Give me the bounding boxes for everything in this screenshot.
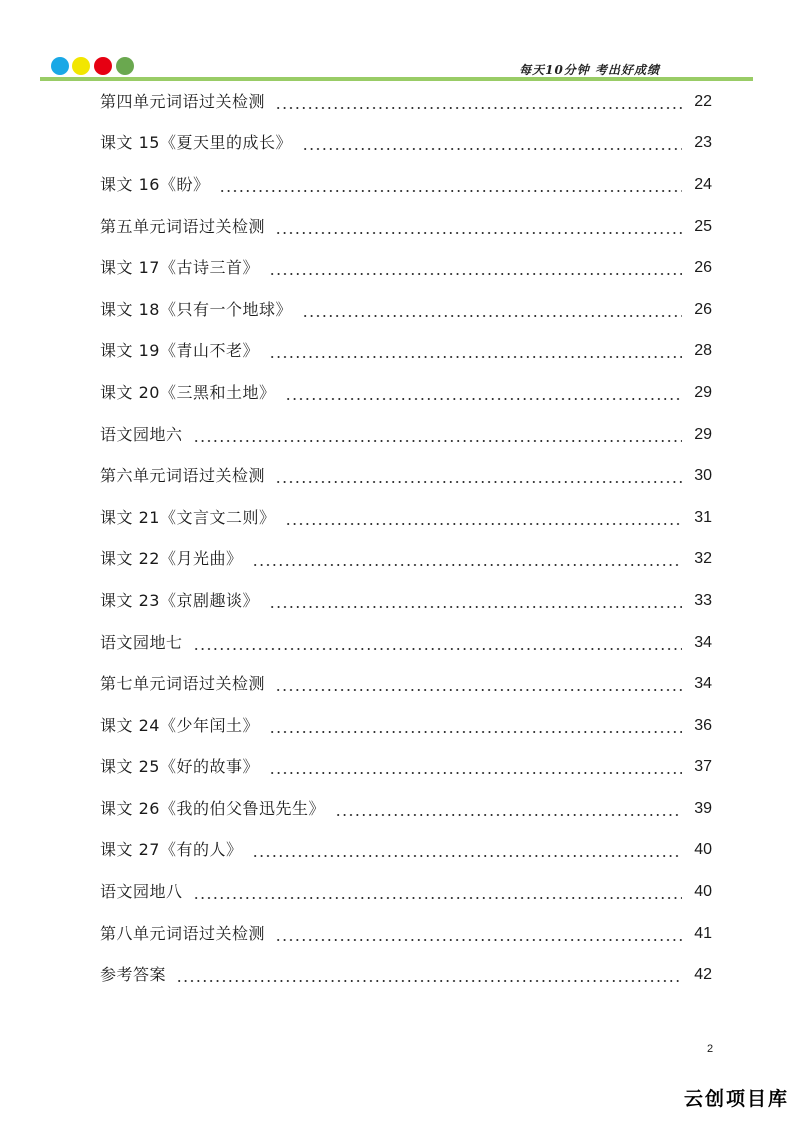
toc-entry[interactable]	[100, 954, 712, 996]
toc-dot-leader	[285, 523, 682, 525]
toc-entry-title: 第八单元词语过关检测	[100, 923, 266, 943]
toc-entry-page: 34	[694, 675, 712, 693]
toc-entry[interactable]	[100, 164, 712, 206]
toc-dot-leader	[269, 606, 682, 608]
toc-entry-title: 语文园地八	[100, 882, 183, 902]
toc-entry-page: 29	[694, 425, 712, 443]
toc-dot-leader	[193, 648, 682, 650]
toc-dot-leader	[193, 440, 682, 442]
toc-entry-page: 31	[694, 508, 712, 526]
toc-dot-leader	[193, 897, 682, 899]
blue-dot-icon	[51, 57, 69, 75]
toc-dot-leader	[275, 481, 682, 483]
toc-entry[interactable]	[100, 206, 712, 248]
toc-entry-title: 课文 25《好的故事》	[100, 757, 259, 777]
toc-entry-page: 36	[694, 716, 712, 734]
toc-entry-page: 28	[694, 342, 712, 360]
toc-dot-leader	[275, 689, 682, 691]
header-slogan: 每天10分钟 考出好成绩	[519, 63, 660, 77]
toc-entry-page: 32	[694, 550, 712, 568]
yellow-dot-icon	[72, 57, 90, 75]
toc-entry[interactable]	[100, 289, 712, 331]
toc-dot-leader	[302, 315, 682, 317]
toc-entry[interactable]	[100, 247, 712, 289]
toc-entry-page: 34	[694, 633, 712, 651]
toc-dot-leader	[269, 273, 682, 275]
toc-dot-leader	[335, 814, 682, 816]
toc-entry-page: 42	[694, 966, 712, 984]
toc-entry-title: 第六单元词语过关检测	[100, 466, 266, 486]
toc-entry-title: 参考答案	[100, 965, 167, 985]
toc-entry-title: 课文 23《京剧趣谈》	[100, 590, 259, 610]
toc-entry-title: 课文 26《我的伯父鲁迅先生》	[100, 798, 325, 818]
toc-entry-page: 25	[694, 217, 712, 235]
toc-entry-title: 第四单元词语过关检测	[100, 91, 266, 111]
page-number: 2	[706, 1043, 714, 1055]
toc-dot-leader	[176, 980, 682, 982]
toc-entry[interactable]	[100, 81, 712, 123]
toc-entry-title: 第七单元词语过关检测	[100, 674, 266, 694]
toc-entry-title: 课文 22《月光曲》	[100, 549, 243, 569]
watermark-text: 云创项目库	[683, 1088, 789, 1110]
toc-entry-page: 26	[694, 259, 712, 277]
toc-entry[interactable]	[100, 331, 712, 373]
toc-entry-page: 40	[694, 883, 712, 901]
toc-entry-title: 语文园地七	[100, 632, 183, 652]
toc-entry-page: 41	[694, 924, 712, 942]
toc-dot-leader	[285, 398, 682, 400]
toc-dot-leader	[252, 855, 682, 857]
toc-dot-leader	[275, 107, 682, 109]
toc-entry-title: 第五单元词语过关检测	[100, 216, 266, 236]
toc-entry[interactable]	[100, 747, 712, 789]
toc-entry-page: 23	[694, 134, 712, 152]
toc-entry[interactable]	[100, 539, 712, 581]
toc-entry-title: 课文 24《少年闰土》	[100, 715, 259, 735]
toc-entry[interactable]	[100, 414, 712, 456]
toc-entry-page: 22	[694, 92, 712, 110]
toc-dot-leader	[269, 772, 682, 774]
toc-entry[interactable]	[100, 622, 712, 664]
toc-entry[interactable]	[100, 663, 712, 705]
toc-entry[interactable]	[100, 913, 712, 955]
toc-entry[interactable]	[100, 372, 712, 414]
toc-entry-page: 37	[694, 758, 712, 776]
toc-entry-title: 课文 20《三黑和土地》	[100, 382, 276, 402]
toc-dot-leader	[302, 148, 682, 150]
red-dot-icon	[94, 57, 112, 75]
toc-entry[interactable]	[100, 123, 712, 165]
toc-entry[interactable]	[100, 871, 712, 913]
toc-entry-title: 语文园地六	[100, 424, 183, 444]
toc-entry[interactable]	[100, 788, 712, 830]
toc-entry-title: 课文 18《只有一个地球》	[100, 299, 292, 319]
toc-entry-page: 39	[694, 799, 712, 817]
toc-entry-title: 课文 15《夏天里的成长》	[100, 133, 292, 153]
toc-dot-leader	[269, 731, 682, 733]
toc-entry[interactable]	[100, 830, 712, 872]
toc-dot-leader	[275, 939, 682, 941]
toc-entry-title: 课文 19《青山不老》	[100, 341, 259, 361]
toc-entry-page: 24	[694, 175, 712, 193]
toc-entry[interactable]	[100, 580, 712, 622]
table-of-contents	[100, 81, 712, 996]
toc-entry-title: 课文 16《盼》	[100, 174, 210, 194]
toc-dot-leader	[252, 564, 682, 566]
toc-entry[interactable]	[100, 455, 712, 497]
toc-dot-leader	[219, 190, 682, 192]
toc-entry-title: 课文 27《有的人》	[100, 840, 243, 860]
toc-entry-title: 课文 17《古诗三首》	[100, 258, 259, 278]
toc-entry-page: 33	[694, 591, 712, 609]
toc-entry-page: 30	[694, 467, 712, 485]
toc-entry-title: 课文 21《文言文二则》	[100, 507, 276, 527]
toc-entry-page: 40	[694, 841, 712, 859]
toc-dot-leader	[269, 356, 682, 358]
toc-entry[interactable]	[100, 705, 712, 747]
toc-entry-page: 29	[694, 383, 712, 401]
green-dot-icon	[116, 57, 134, 75]
toc-dot-leader	[275, 232, 682, 234]
toc-entry[interactable]	[100, 497, 712, 539]
toc-entry-page: 26	[694, 300, 712, 318]
